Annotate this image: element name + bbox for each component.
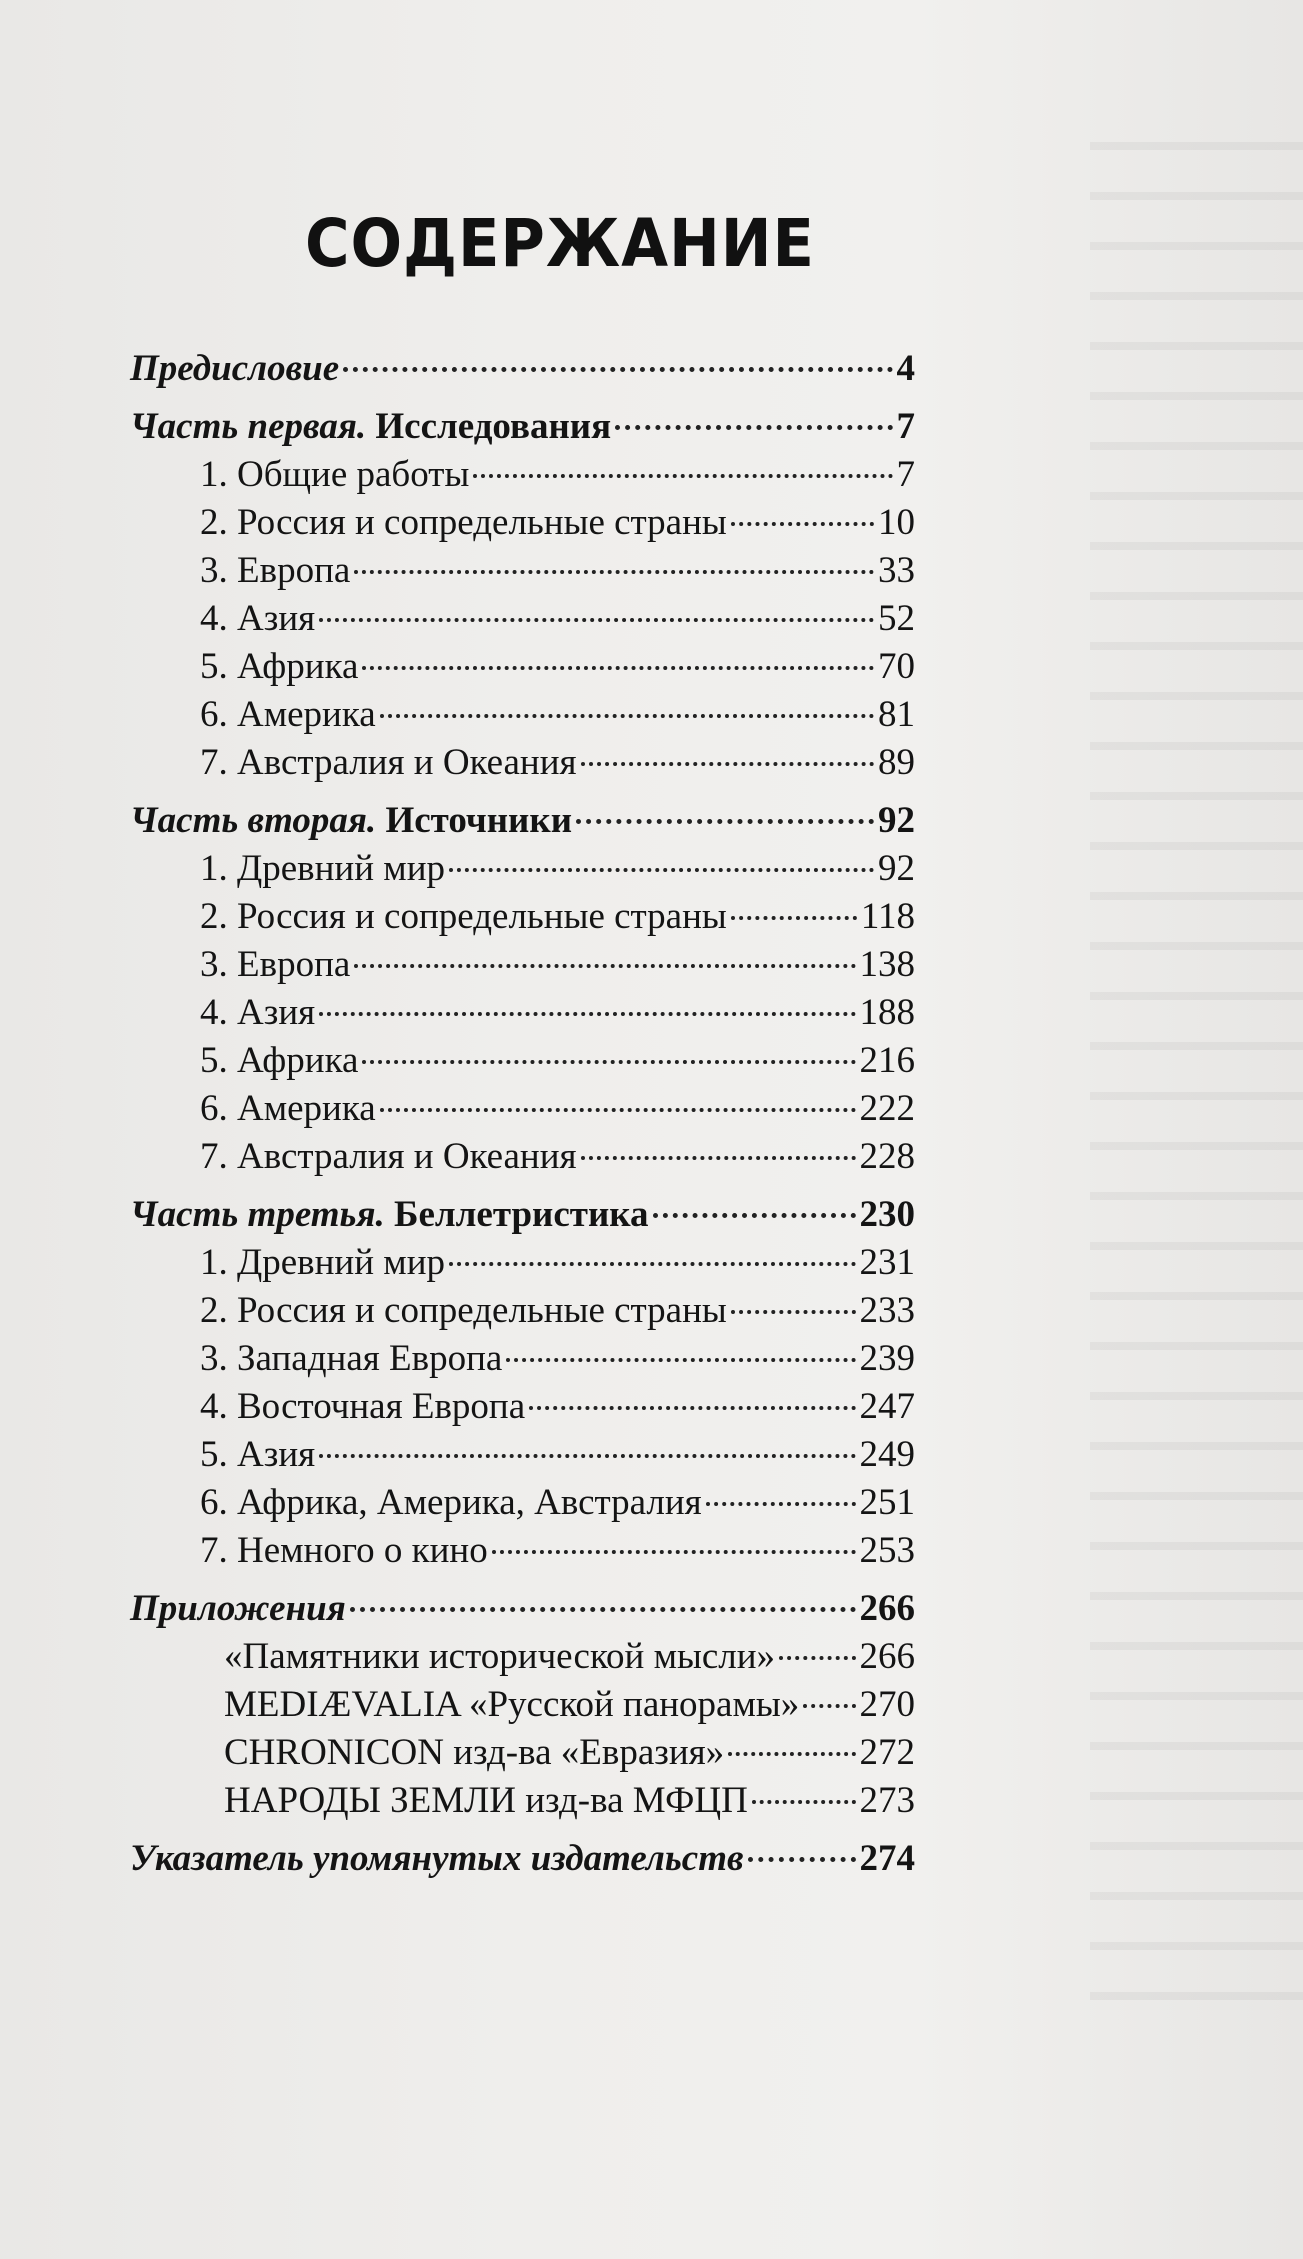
page-number: 4 xyxy=(896,348,915,389)
dot-leader xyxy=(576,819,874,824)
toc-entry-label: MEDIÆVALIA «Русской панорамы» xyxy=(224,1684,800,1725)
dot-leader xyxy=(803,1704,855,1708)
page-number: 70 xyxy=(878,646,915,687)
dot-leader xyxy=(473,474,892,478)
toc-entry xyxy=(130,941,915,989)
toc-entry xyxy=(130,1729,915,1777)
page-number: 247 xyxy=(859,1386,915,1427)
toc-entry-label: 7. Австралия и Океания xyxy=(200,1136,577,1177)
toc-entry xyxy=(130,691,915,739)
page-number: 273 xyxy=(859,1780,915,1821)
toc-entry xyxy=(130,1239,915,1287)
toc-entry xyxy=(130,1287,915,1335)
toc-entry xyxy=(130,1085,915,1133)
toc-entry-label: 2. Россия и сопредельные страны xyxy=(200,502,727,543)
page-number: 118 xyxy=(860,896,915,937)
page-number: 274 xyxy=(859,1838,915,1879)
page-number: 251 xyxy=(859,1482,915,1523)
toc-entry xyxy=(130,893,915,941)
toc-entry-label: 2. Россия и сопредельные страны xyxy=(200,896,727,937)
toc-part-italic: Часть третья. xyxy=(130,1194,385,1235)
toc-entry-label: 4. Восточная Европа xyxy=(200,1386,526,1427)
dot-leader xyxy=(706,1502,856,1506)
page-number: 272 xyxy=(859,1732,915,1773)
dot-leader xyxy=(779,1656,855,1660)
page-number: 89 xyxy=(878,742,915,783)
toc-entry-label: CHRONICON изд-ва «Евразия» xyxy=(224,1732,725,1773)
toc-entry-label: 1. Древний мир xyxy=(200,1242,445,1283)
dot-leader xyxy=(354,570,874,574)
toc-entry xyxy=(130,547,915,595)
toc-entry-label: НАРОДЫ ЗЕМЛИ изд-ва МФЦП xyxy=(224,1780,748,1821)
toc-entry-label xyxy=(130,797,572,845)
section-gap xyxy=(130,787,915,797)
toc-entry-label: 2. Россия и сопредельные страны xyxy=(200,1290,727,1331)
toc-part-title: Источники xyxy=(376,800,573,841)
page-number: 10 xyxy=(878,502,915,543)
page-number: 7 xyxy=(896,454,915,495)
dot-leader xyxy=(581,762,874,766)
toc-entry xyxy=(130,1479,915,1527)
dot-leader xyxy=(529,1406,855,1410)
page-number: 270 xyxy=(859,1684,915,1725)
dot-leader xyxy=(752,1800,856,1804)
page-number: 138 xyxy=(859,944,915,985)
dot-leader xyxy=(362,666,874,670)
toc-entry-label: 5. Африка xyxy=(200,646,359,687)
toc-entry-label xyxy=(130,1585,346,1633)
dot-leader xyxy=(492,1550,856,1554)
dot-leader xyxy=(653,1213,856,1218)
dot-leader xyxy=(748,1857,856,1862)
toc-entry-label xyxy=(130,345,339,393)
dot-leader xyxy=(319,1454,855,1458)
dot-leader xyxy=(354,964,855,968)
toc-part-italic: Предисловие xyxy=(130,348,340,389)
page-number: 231 xyxy=(859,1242,915,1283)
toc-entry-label xyxy=(130,1191,649,1239)
toc-entry-label: 7. Австралия и Океания xyxy=(200,742,577,783)
dot-leader xyxy=(380,714,874,718)
toc-part-entry xyxy=(130,797,915,845)
section-gap xyxy=(130,393,915,403)
dot-leader xyxy=(506,1358,855,1362)
page-number: 52 xyxy=(878,598,915,639)
page-number: 216 xyxy=(859,1040,915,1081)
page-number: 92 xyxy=(878,848,915,889)
toc-entry-label: 1. Общие работы xyxy=(200,454,470,495)
toc-entry-label: 1. Древний мир xyxy=(200,848,445,889)
dot-leader xyxy=(449,1262,856,1266)
toc-entry xyxy=(130,499,915,547)
page-number: 266 xyxy=(859,1588,915,1629)
toc-entry-label xyxy=(130,1835,744,1883)
section-gap xyxy=(130,1825,915,1835)
toc-entry xyxy=(130,1383,915,1431)
toc-entry xyxy=(130,451,915,499)
page-number: 81 xyxy=(878,694,915,735)
toc-entry xyxy=(130,1133,915,1181)
toc-part-entry xyxy=(130,345,915,393)
dot-leader xyxy=(362,1060,855,1064)
dot-leader xyxy=(319,618,874,622)
toc-entry-label: 3. Западная Европа xyxy=(200,1338,503,1379)
toc-entry xyxy=(130,989,915,1037)
dot-leader xyxy=(615,425,892,430)
page-number: 222 xyxy=(859,1088,915,1129)
toc-part-title: Беллетристика xyxy=(384,1194,649,1235)
toc-entry xyxy=(130,643,915,691)
dot-leader xyxy=(350,1607,856,1612)
dot-leader xyxy=(731,522,874,526)
toc-part-italic: Часть первая. xyxy=(130,406,367,447)
page-number: 253 xyxy=(859,1530,915,1571)
toc-entry-label: 5. Азия xyxy=(200,1434,316,1475)
toc-part-italic: Указатель упомянутых издательств xyxy=(130,1838,744,1879)
toc-entry-label: 4. Азия xyxy=(200,598,316,639)
dot-leader xyxy=(380,1108,856,1112)
page-number: 92 xyxy=(878,800,915,841)
toc-part-entry xyxy=(130,1835,915,1883)
page-number: 228 xyxy=(859,1136,915,1177)
toc-entry xyxy=(130,1777,915,1825)
dot-leader xyxy=(731,916,857,920)
toc-entry-label: 6. Америка xyxy=(200,1088,376,1129)
dot-leader xyxy=(731,1310,856,1314)
toc-entry-label: 3. Европа xyxy=(200,550,351,591)
toc-entry xyxy=(130,739,915,787)
toc-entry xyxy=(130,1527,915,1575)
toc-entry-label: 5. Африка xyxy=(200,1040,359,1081)
toc-entry xyxy=(130,595,915,643)
toc-part-entry xyxy=(130,1585,915,1633)
toc-entry xyxy=(130,1335,915,1383)
section-gap xyxy=(130,1575,915,1585)
page-number: 33 xyxy=(878,550,915,591)
facing-page-bleed-through xyxy=(1090,100,1303,2000)
toc-entry xyxy=(130,1431,915,1479)
toc-entry-label: 4. Азия xyxy=(200,992,316,1033)
toc-entry xyxy=(130,1633,915,1681)
toc-part-entry xyxy=(130,403,915,451)
table-of-contents xyxy=(130,345,915,1883)
toc-entry-label xyxy=(130,403,611,451)
page-number: 188 xyxy=(859,992,915,1033)
page-number: 249 xyxy=(859,1434,915,1475)
toc-part-italic: Приложения xyxy=(130,1588,346,1629)
page-number: 266 xyxy=(859,1636,915,1677)
page-number: 239 xyxy=(859,1338,915,1379)
page-number: 7 xyxy=(896,406,915,447)
toc-entry xyxy=(130,1037,915,1085)
page-number: 230 xyxy=(859,1194,915,1235)
dot-leader xyxy=(449,868,874,872)
toc-entry xyxy=(130,1681,915,1729)
dot-leader xyxy=(343,367,892,372)
toc-part-title: Исследования xyxy=(366,406,612,447)
page-title: СОДЕРЖАНИЕ xyxy=(305,205,815,282)
toc-entry-label: «Памятники исторической мысли» xyxy=(224,1636,776,1677)
page-number: 233 xyxy=(859,1290,915,1331)
toc-entry-label: 7. Немного о кино xyxy=(200,1530,488,1571)
toc-entry-label: 6. Америка xyxy=(200,694,376,735)
toc-part-entry xyxy=(130,1191,915,1239)
toc-entry xyxy=(130,845,915,893)
toc-entry-label: 6. Африка, Америка, Австралия xyxy=(200,1482,702,1523)
dot-leader xyxy=(728,1752,855,1756)
dot-leader xyxy=(319,1012,855,1016)
section-gap xyxy=(130,1181,915,1191)
toc-entry-label: 3. Европа xyxy=(200,944,351,985)
toc-part-italic: Часть вторая. xyxy=(130,800,377,841)
dot-leader xyxy=(581,1156,856,1160)
